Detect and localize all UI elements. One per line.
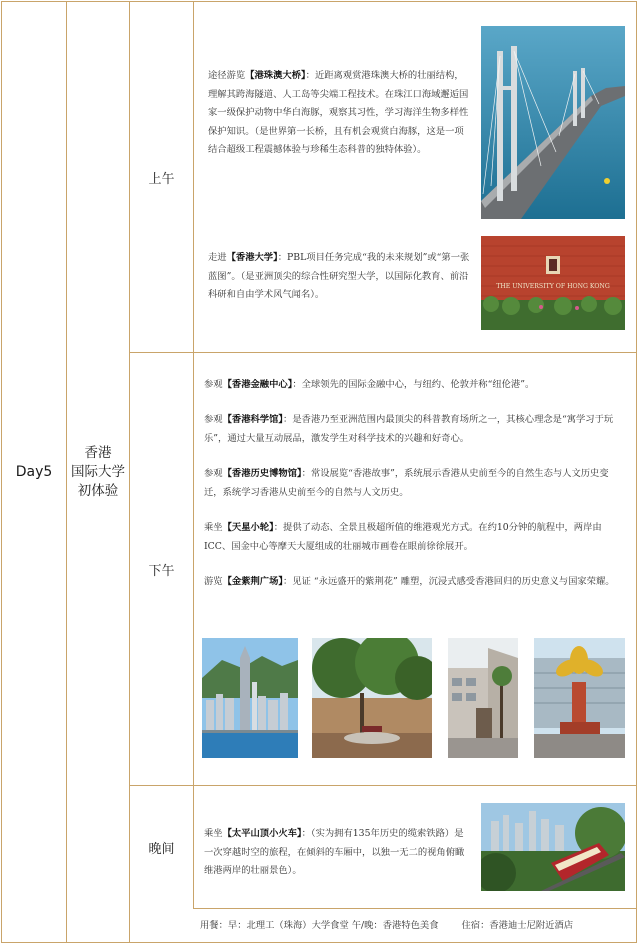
divider-slot (193, 1, 194, 909)
border-right (636, 1, 637, 943)
day-label: Day5 (15, 464, 53, 480)
divider-footer (193, 908, 637, 909)
meals-text: 用餐：早：北理工（珠海）大学食堂 午/晚：香港特色美食 (200, 920, 439, 931)
afternoon-item-golden-bauhinia: 游览【金紫荆广场】：见证 “永远盛开的紫荆花” 雕塑，沉浸式感受香港回归的历史意义与国家荣耀。 (204, 576, 615, 587)
science-museum-photo (312, 638, 432, 758)
slot-afternoon: 下午 (148, 563, 175, 579)
theme-line-3: 初体验 (77, 482, 119, 499)
peak-tram-photo (481, 803, 625, 891)
slot-morning: 上午 (148, 171, 175, 187)
afternoon-item-star-ferry: 乘坐【天星小轮】：提供了动态、全景且极超所值的维港观光方式。在约10分钟的航程中，两岸由ICC、国金中心等摩天大厦组成的壮丽城市画卷在眼前徐徐展开。 (204, 522, 602, 552)
footer-meals-lodging (200, 912, 630, 940)
afternoon-item-history-museum: 参观【香港历史博物馆】：常设展览“香港故事”，系统展示香港从史前至今的自然生态与人文历史变迁，系统学习香港从史前至今的自然与人文历史。 (204, 468, 609, 498)
theme-line-1: 香港 (84, 444, 112, 461)
skyline-photo (202, 638, 298, 758)
divider-morning (129, 352, 637, 353)
divider-afternoon (129, 785, 637, 786)
bauhinia-photo (534, 638, 625, 758)
morning-hku-text: 走进【香港大学】：PBL项目任务完成“我的未来规划”或“第一张蓝图”。（是亚洲顶尖的综合性研究型大学，以国际化教育、前沿科研和自由学术风气闻名）。 (208, 252, 470, 300)
lodging-text: 住宿：香港迪士尼附近酒店 (461, 920, 574, 931)
hku-sign-text: THE UNIVERSITY OF HONG KONG (496, 283, 610, 290)
hku-photo (481, 236, 625, 330)
border-bottom (1, 942, 637, 943)
history-museum-photo (448, 638, 518, 758)
bridge-photo (481, 26, 625, 219)
slot-evening: 晚间 (148, 841, 175, 857)
theme-label (67, 2, 129, 942)
afternoon-item-financial-center: 参观【香港金融中心】：全球领先的国际金融中心，与纽约、伦敦并称“纽伦港”。 (204, 379, 535, 390)
morning-bridge-text: 途径游览【港珠澳大桥】：近距离观赏港珠澳大桥的壮丽结构，理解其跨海隧道、人工岛等尖端工程技术。在珠江口海域邂逅国家一级保护动物中华白海豚，观察其习性，学习海洋生物多样性保护知识。（是世界第一长桥，且有机会观赏白海豚，这是一项结合超级工程震撼体验与珍稀生态科普的独特体验）。 (208, 70, 469, 155)
afternoon-item-science-museum: 参观【香港科学馆】：是香港乃至亚洲范围内最顶尖的科普教育场所之一，其核心理念是“寓学习于玩乐”，通过大量互动展品，激发学生对科学技术的兴趣和好奇心。 (204, 414, 614, 444)
theme-line-2: 国际大学 (71, 463, 125, 480)
evening-peak-tram-text: 乘坐【太平山顶小火车】：（实为拥有135年历史的缆索铁路）是一次穿越时空的旅程，在倾斜的车厢中，以独一无二的视角俯瞰维港两岸的壮丽景色）。 (204, 828, 465, 876)
